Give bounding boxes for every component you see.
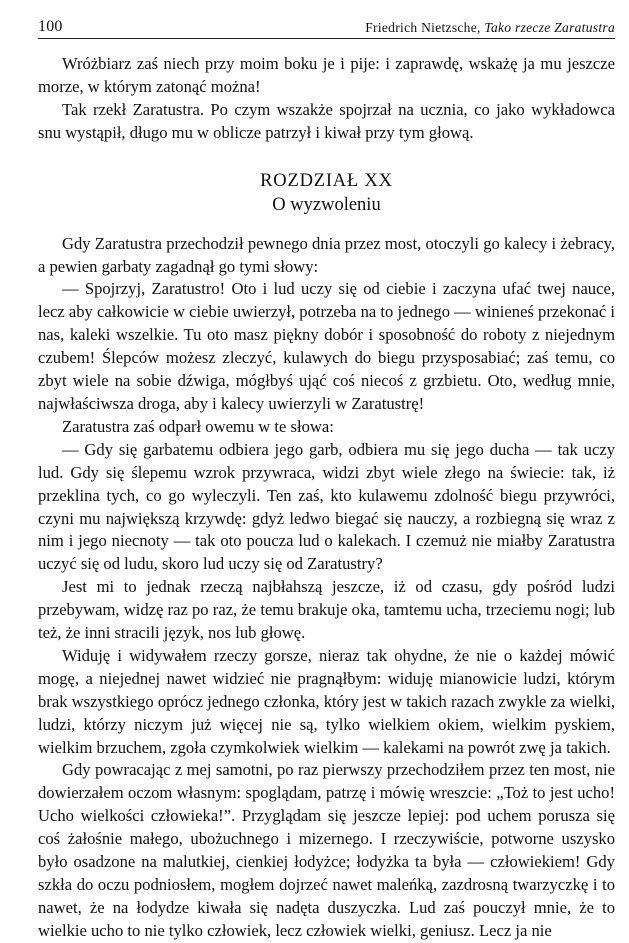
chapter-heading [38,169,615,217]
body-text [38,53,615,943]
paragraph: Wróżbiarz zaś niech przy moim boku je i pije: i zaprawdę, wskażę ja mu jeszcze morze, w którym zatonąć można! [38,54,615,96]
chapter-number: ROZDZIAŁ XX [260,170,393,191]
paragraph: Zaratustra zaś odparł owemu w te słowa: [62,416,334,436]
paragraph: Widuję i widywałem rzeczy gorsze, nieraz tak ohydne, że nie o każdej mówić mogę, a niejednej nawet widzieć nie pragnąłbym: widuję mianowicie ludzi, którym brak wszystkiego oprócz jednego członka, który jest w takich razach zwykle za wielki, ludzi, którzy niczym już więcej nie są, tylko wielkiem okiem, wielkim pyskiem, wielkim brzuchem, zgoła czymkolwiek wielkim — kalekami na powrót zwę ja takich. [38,645,615,757]
chapter-title: O wyzwoleniu [272,194,381,215]
running-header [38,12,615,39]
running-title [365,20,615,36]
paragraph: — Spojrzyj, Zaratustro! Oto i lud uczy się od ciebie i zaczyna ufać twej nauce, lecz aby całkowicie w ciebie uwierzył, potrzeba na to jednego — winieneś przekonać i nas, kaleki wszelkie. Tu oto masz piękny dobór i sposobność do roboty z niejednym czubem! Ślepców możesz zleczyć, kulawych do biegu przysposabiać; zaś temu, co zbyt wiele na sobie dźwiga, mógłbyś ująć coś niecoś z grzbietu. Oto, według mnie, najwłaściwsza droga, aby i kalecy uwierzyli w Zaratustrę! [38,279,615,413]
page-number: 100 [38,18,63,35]
paragraph: Gdy Zaratustra przechodził pewnego dnia przez most, otoczyli go kalecy i żebracy, a pewien garbaty zagadnął go tymi słowy: [38,233,615,276]
work-title: Tako rzecze Zaratustra [484,20,615,35]
paragraph: Gdy powracając z mej samotni, po raz pierwszy przechodziłem przez ten most, nie dowierzałem oczom własnym: spoglądam, patrzę i mówię wreszcie: „Toż to jest ucho! Ucho wielkości człowieka!”. Przyglądam się jeszcze lepiej: pod uchem porusza się coś żałośnie małego, ubożuchnego i mizernego. I rzeczywiście, potworne uszysko było osadzone na malutkiej, cienkiej łodyżce; łodyżka ta była — człowiekiem! Gdy szkła do oczu podniosłem, mogłem dojrzeć nawet maleńką, zazdrosną twarzyczkę i to nawet, że na łodydze kiwała się nadęta duszyczka. Lud zaś pouczył mnie, że to wielkie ucho to nie tylko człowiek, lecz człowiek wielki, geniusz. Lecz ja nie [38,760,615,940]
paragraph: Jest mi to jednak rzeczą najbłahszą jeszcze, iż od czasu, gdy pośród ludzi przebywam, widzę raz po raz, że temu brakuje oka, tamtemu ucha, trzeciemu nogi; lub też, że inni stracili język, nos lub głowę. [38,577,615,643]
paragraph: — Gdy się garbatemu odbiera jego garb, odbiera mu się jego ducha — tak uczy lud. Gdy się ślepemu wzrok przywraca, widzi zbyt wiele złego na świecie: tak, iż przeklina tych, co go wyleczyli. Ten zaś, kto kulawemu zdolność biegu przywróci, czyni mu największą krzywdę: gdyż ledwo biegać się nauczy, a rozbiegną się wraz z nim i jego niecnoty — tak oto poucza lud o kalekach. I czemuż nie miałby Zaratustra uczyć się od ludu, skoro lud uczy się od Zaratustry? [38,439,615,574]
author-name: Friedrich Nietzsche, [365,20,485,35]
paragraph: Tak rzekł Zaratustra. Po czym wszakże spojrzał na ucznia, co jako wykładowca snu wystąpił, długo mu w oblicze patrzył i kiwał przy tym głową. [38,99,615,142]
